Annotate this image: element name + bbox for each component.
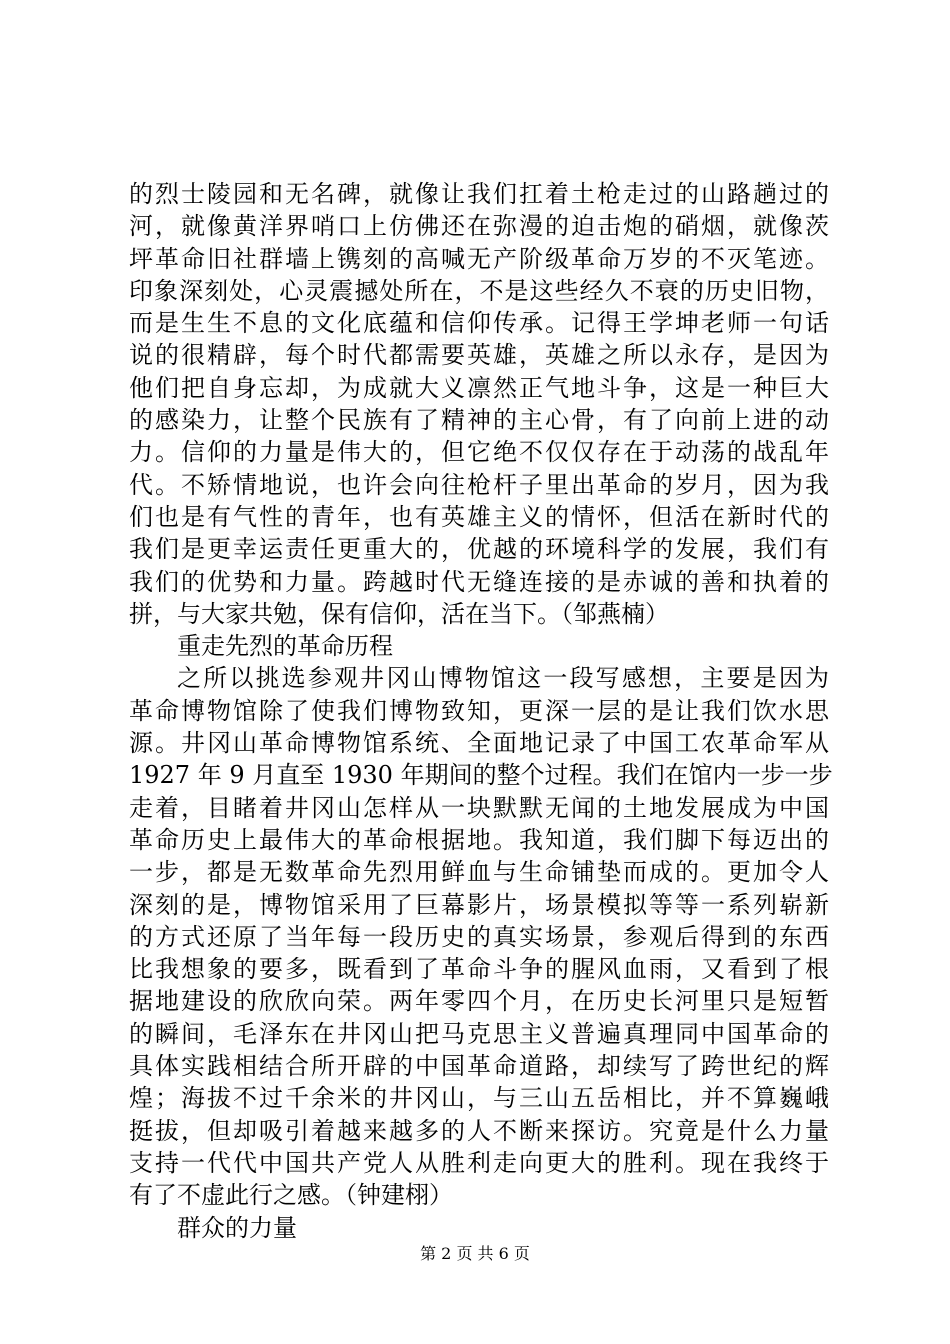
text-line: 代。不矫情地说，也许会向往枪杆子里出革命的岁月，因为我 [129,470,829,499]
page-footer: 第 2 页 共 6 页 [420,1244,530,1263]
text-line: 比我想象的要多，既看到了革命斗争的腥风血雨，又看到了根 [129,955,829,984]
body-text [129,178,833,1244]
text-line: 的方式还原了当年每一段历史的真实场景，参观后得到的东西 [129,922,829,951]
text-line: 一步，都是无数革命先烈用鲜血与生命铺垫而成的。更加令人 [129,858,829,887]
text-line: 革命博物馆除了使我们博物致知，更深一层的是让我们饮水思 [129,696,829,725]
text-line: 印象深刻处，心灵震撼处所在，不是这些经久不衰的历史旧物， [129,276,829,305]
text-line: 1927 年 9 月直至 1930 年期间的整个过程。我们在馆内一步一步 [129,761,833,790]
text-line: 他们把自身忘却，为成就大义凛然正气地斗争，这是一种巨大 [129,373,829,402]
text-line: 支持一代代中国共产党人从胜利走向更大的胜利。现在我终于 [129,1148,829,1177]
text-line: 之所以挑选参观井冈山博物馆这一段写感想，主要是因为 [177,664,829,693]
text-line: 据地建设的欣欣向荣。两年零四个月，在历史长河里只是短暂 [129,987,829,1016]
text-line: 说的很精辟，每个时代都需要英雄，英雄之所以永存，是因为 [129,341,829,370]
text-line: 我们的优势和力量。跨越时代无缝连接的是赤诚的善和执着的 [129,567,829,596]
text-line: 源。井冈山革命博物馆系统、全面地记录了中国工农革命军从 [129,729,829,758]
text-line: 具体实践相结合所开辟的中国革命道路，却续写了跨世纪的辉 [129,1052,829,1081]
text-line: 的烈士陵园和无名碑，就像让我们扛着土枪走过的山路趟过的 [129,180,829,208]
text-line: 力。信仰的力量是伟大的，但它绝不仅仅存在于动荡的战乱年 [129,438,829,467]
section-heading: 群众的力量 [177,1213,297,1242]
text-line: 有了不虚此行之感。（钟建栩） [129,1181,453,1210]
text-line: 的感染力，让整个民族有了精神的主心骨，有了向前上进的动 [129,406,829,435]
text-line: 挺拔，但却吸引着越来越多的人不断来探访。究竟是什么力量 [129,1116,829,1145]
text-line: 煌；海拔不过千余米的井冈山，与三山五岳相比，并不算巍峨 [129,1084,829,1113]
text-line: 深刻的是，博物馆采用了巨幕影片，场景模拟等等一系列崭新 [129,890,829,919]
text-line: 革命历史上最伟大的革命根据地。我知道，我们脚下每迈出的 [129,825,829,854]
text-line: 坪革命旧社群墙上镌刻的高喊无产阶级革命万岁的不灭笔迹。 [129,244,829,273]
text-line: 拼，与大家共勉，保有信仰，活在当下。（邹燕楠） [129,599,669,628]
text-line: 而是生生不息的文化底蕴和信仰传承。记得王学坤老师一句话 [129,309,829,338]
section-heading: 重走先烈的革命历程 [177,632,393,661]
text-line: 们也是有气性的青年，也有英雄主义的情怀，但活在新时代的 [129,502,829,531]
text-line: 的瞬间，毛泽东在井冈山把马克思主义普遍真理同中国革命的 [129,1019,829,1048]
text-line: 河，就像黄洋界哨口上仿佛还在弥漫的迫击炮的硝烟，就像茨 [129,212,829,241]
text-line: 走着，目睹着井冈山怎样从一块默默无闻的土地发展成为中国 [129,793,829,822]
text-line: 我们是更幸运责任更重大的，优越的环境科学的发展，我们有 [129,535,829,564]
